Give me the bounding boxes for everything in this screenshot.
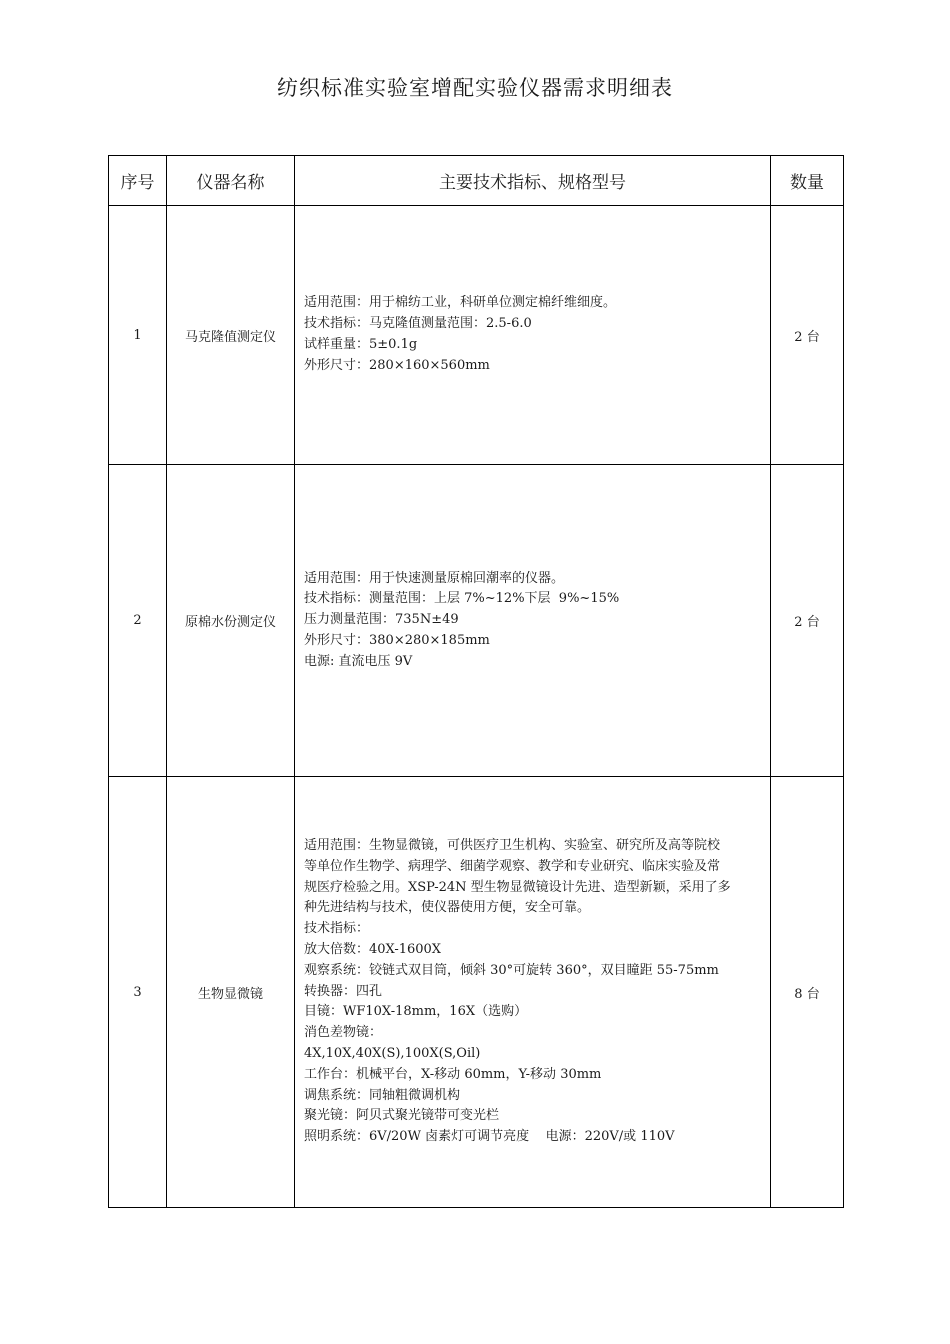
row-serial-no: 3 [109,777,167,1208]
spec-line: 种先进结构与技术，使仪器使用方便，安全可靠。 [304,900,591,916]
spec-line: 工作台：机械平台，X-移动 60mm，Y-移动 30mm [304,1066,602,1082]
spec-line: 规医疗检验之用。XSP-24N 型生物显微镜设计先进、造型新颖，采用了多 [304,879,731,895]
spec-line: 目镜：WF10X-18mm，16X（选购） [304,1004,528,1020]
spec-line: 4X,10X,40X(S),100X(S,Oil) [304,1045,481,1061]
spec-line: 调焦系统：同轴粗微调机构 [304,1087,461,1103]
spec-line: 消色差物镜： [304,1025,383,1041]
spec-line: 技术指标：测量范围：上层 7%~12%下层 9%~15% [304,591,620,607]
row-instrument-name: 马克隆值测定仪 [167,206,295,465]
spec-line: 聚光镜：阿贝式聚光镜带可变光栏 [304,1108,500,1124]
table-header-row [109,156,844,206]
spec-line: 适用范围：生物显微镜，可供医疗卫生机构、实验室、研究所及高等院校 [304,838,721,854]
spec-line: 适用范围：用于快速测量原棉回潮率的仪器。 [304,570,565,586]
row-quantity: 2 台 [771,206,844,465]
row-specifications [295,206,771,465]
row-quantity: 2 台 [771,465,844,777]
header-serial-no: 序号 [109,156,167,206]
row-instrument-name: 生物显微镜 [167,777,295,1208]
row-serial-no: 2 [109,465,167,777]
table-row [109,206,844,465]
header-instrument-name: 仪器名称 [167,156,295,206]
spec-line: 试样重量：5±0.1g [304,337,418,352]
row-specifications [295,777,771,1208]
table-row [109,465,844,777]
spec-line: 观察系统：铰链式双目筒，倾斜 30°可旋转 360°，双目瞳距 55-75mm [304,962,719,978]
spec-line: 外形尺寸：380×280×185mm [304,632,490,648]
page-title: 纺织标准实验室增配实验仪器需求明细表 [277,76,673,100]
instrument-requirements-table [108,155,844,1208]
row-instrument-name: 原棉水份测定仪 [167,465,295,777]
spec-line: 转换器：四孔 [304,983,383,999]
row-specifications [295,465,771,777]
spec-line: 技术指标：马克隆值测量范围：2.5-6.0 [304,316,532,332]
row-serial-no: 1 [109,206,167,465]
header-specifications: 主要技术指标、规格型号 [295,156,771,206]
row-quantity: 8 台 [771,777,844,1208]
spec-line: 电源: 直流电压 9V [304,653,413,669]
spec-line: 等单位作生物学、病理学、细菌学观察、教学和专业研究、临床实验及常 [304,858,721,874]
spec-line: 外形尺寸：280×160×560mm [304,357,490,373]
spec-line: 照明系统：6V/20W 卤素灯可调节亮度 电源：220V/或 110V [304,1129,675,1145]
spec-line: 适用范围：用于棉纺工业，科研单位测定棉纤维细度。 [304,295,617,311]
spec-line: 压力测量范围：735N±49 [304,612,459,628]
header-quantity: 数量 [771,156,844,206]
spec-line: 放大倍数：40X-1600X [304,942,442,957]
spec-line: 技术指标： [304,921,370,937]
table-row [109,777,844,1208]
